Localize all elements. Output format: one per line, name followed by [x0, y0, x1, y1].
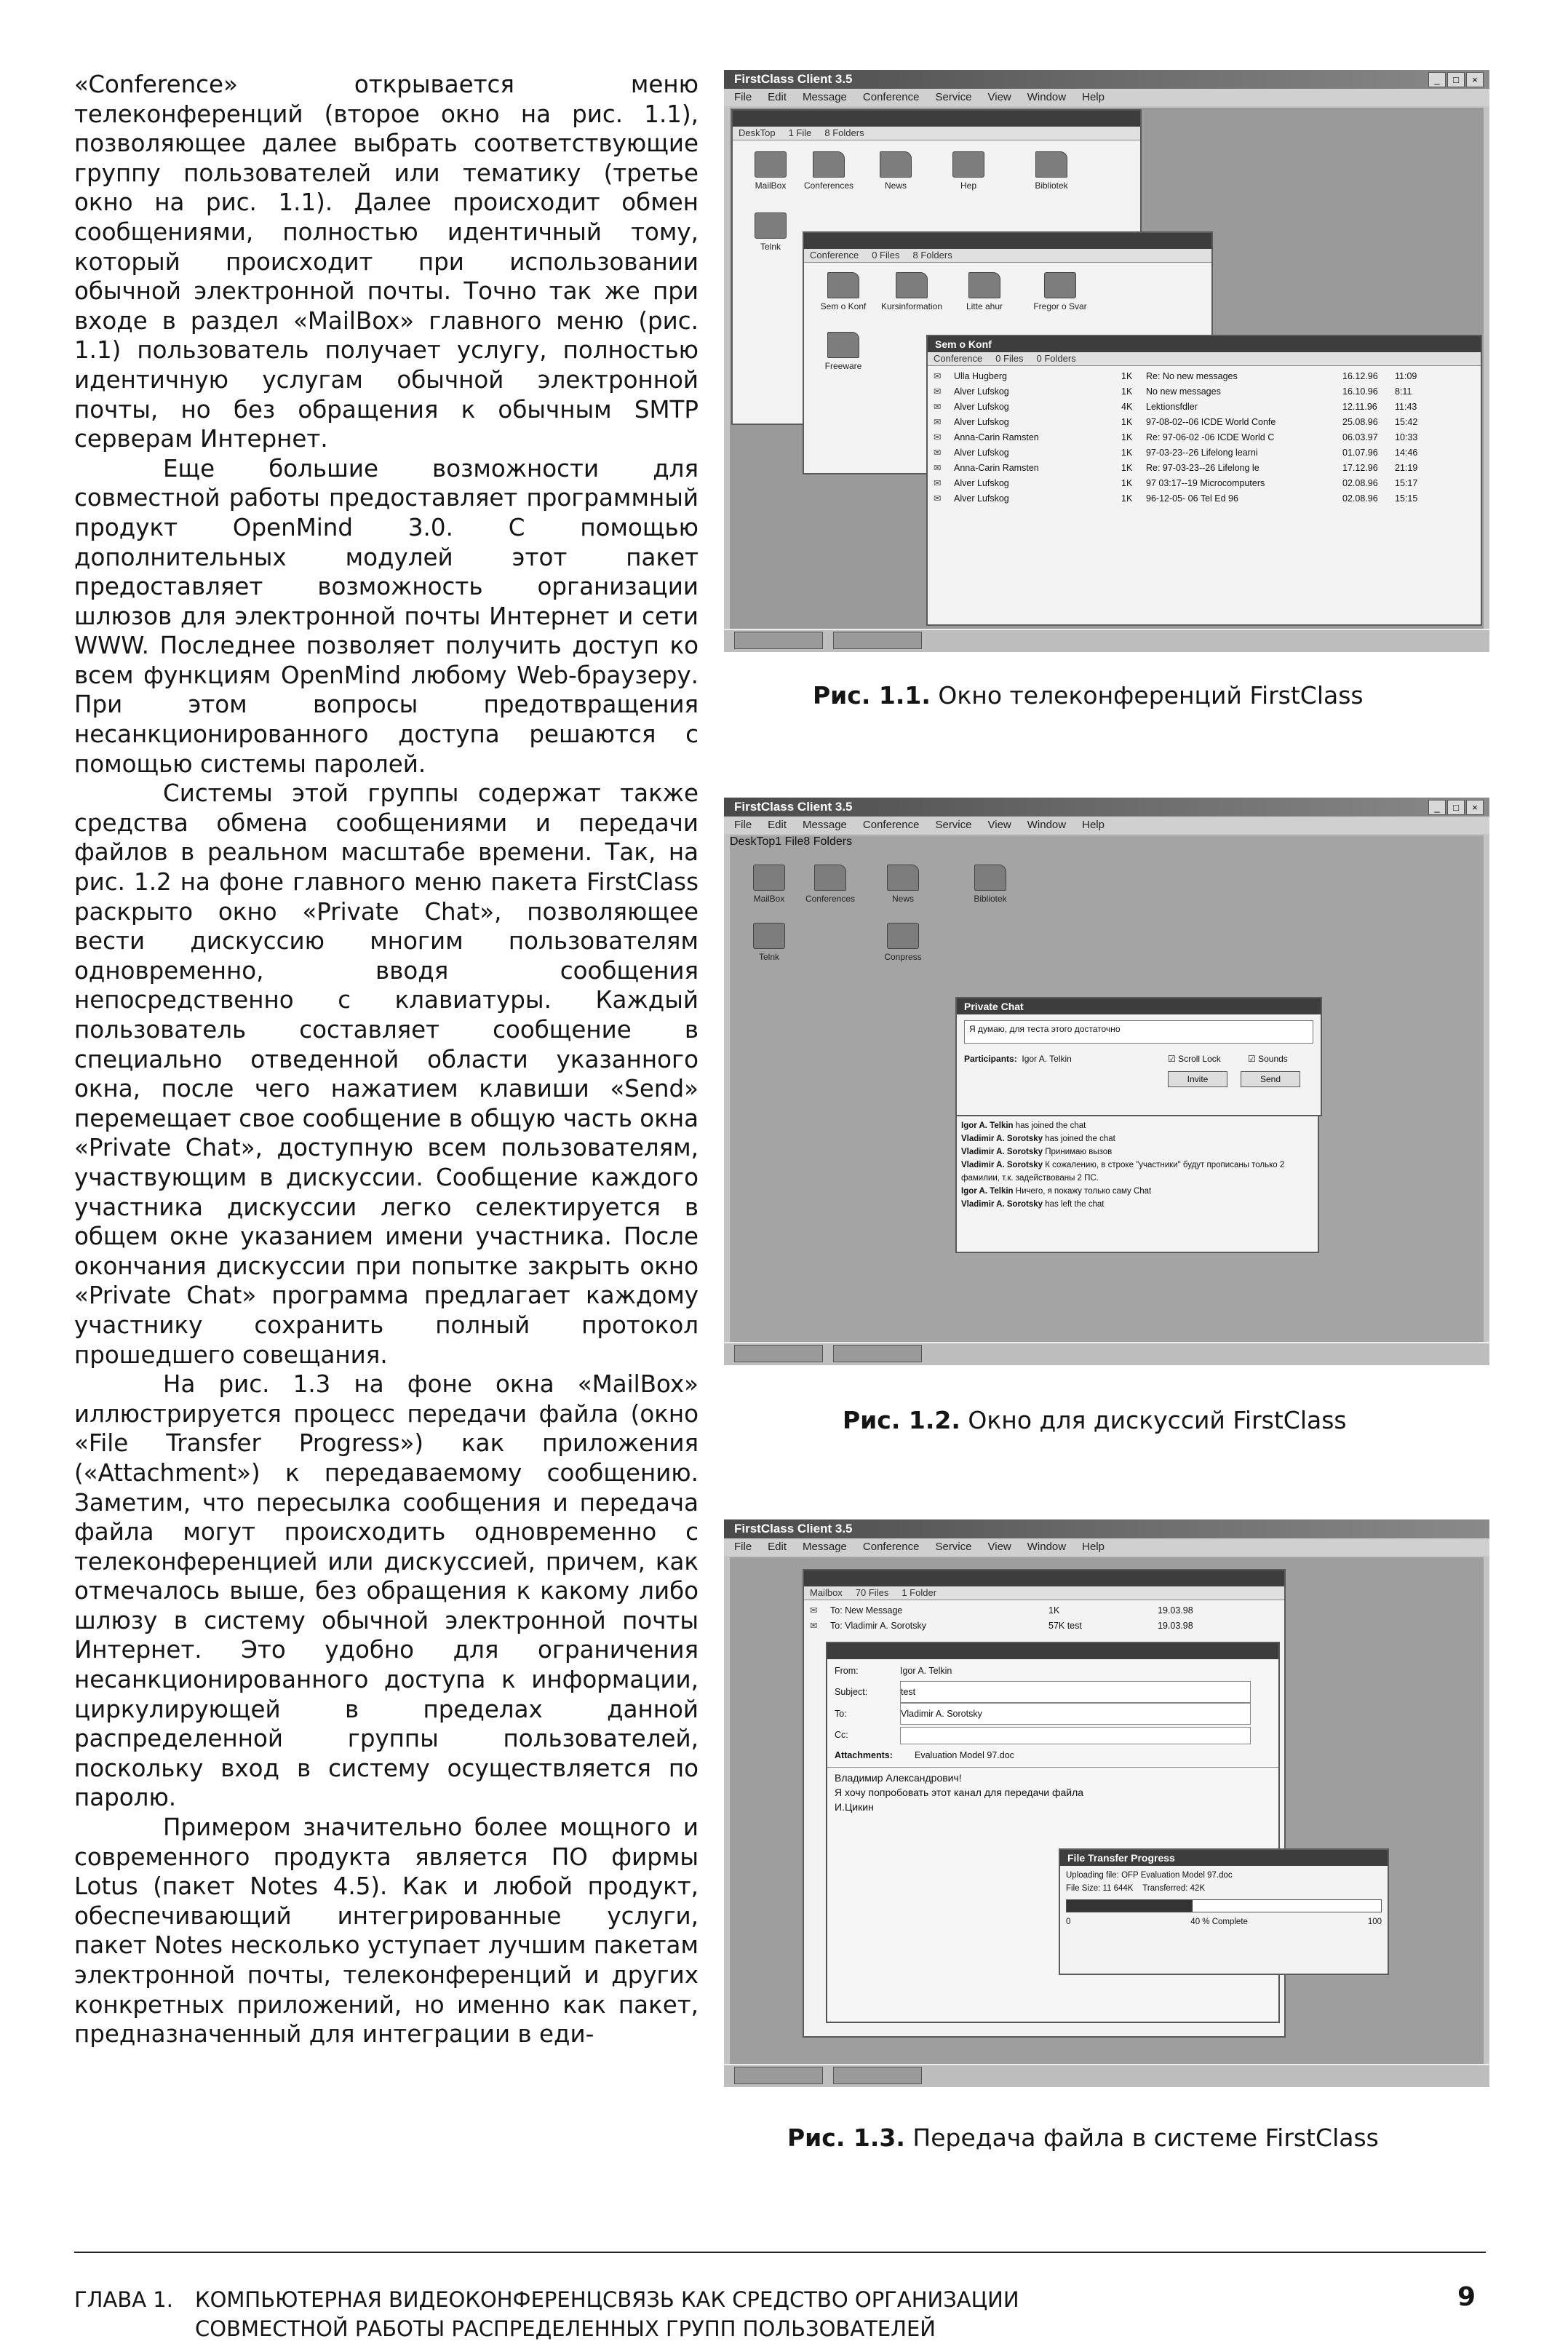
footer-rule	[74, 2252, 1486, 2253]
app-titlebar: FirstClass Client 3.5	[724, 798, 1489, 817]
table-row: ✉ Anna-Carin Ramsten 1K Re: 97-06-02 -06 ICDE World C 06.03.97 10:33	[934, 432, 1418, 442]
mailbox-icon: MailBox	[734, 865, 804, 904]
progress-fill	[1067, 1900, 1193, 1912]
to-field: To: Vladimir A. Sorotsky	[835, 1703, 1271, 1725]
menu-item: Help	[1082, 91, 1105, 103]
menu-item: Window	[1027, 91, 1067, 103]
workspace	[730, 108, 1484, 630]
bibliotek-icon: Bibliotek	[1016, 151, 1086, 191]
taskbar-button	[833, 2067, 922, 2084]
menu-item: Conference	[862, 91, 920, 103]
window-title: File Transfer Progress	[1060, 1850, 1388, 1866]
maximize-icon: □	[1447, 72, 1465, 87]
window-info-bar: Conference 0 Files 0 Folders	[928, 352, 1481, 366]
close-icon: ×	[1466, 72, 1484, 87]
menu-bar: File Edit Message Conference Service View Window Help	[724, 1538, 1489, 1556]
window-title	[804, 1570, 1284, 1586]
taskbar-button	[734, 1345, 823, 1362]
conference-folder-icon: Kursinformation	[877, 272, 947, 311]
table-row: ✉ To: New Message 1K 19.03.98	[810, 1605, 1193, 1616]
taskbar-button	[833, 1345, 922, 1362]
mail-list	[804, 1600, 1284, 1637]
chat-input: Я думаю, для теста этого достаточно	[964, 1020, 1313, 1044]
table-row: ✉ Alver Lufskog 1K 97-03-23--26 Lifelong learni 01.07.96 14:46	[934, 448, 1418, 458]
workspace	[730, 1557, 1484, 2065]
taskbar-button	[734, 2067, 823, 2084]
caption-text: Окно телеконференций FirstClass	[938, 681, 1364, 710]
window-title: Private Chat	[957, 998, 1321, 1014]
conferences-icon: Conferences	[795, 865, 865, 904]
table-row: ✉ Alver Lufskog 1K 96-12-05- 06 Tel Ed 96 02.08.96 15:15	[934, 493, 1418, 504]
window-title	[827, 1643, 1278, 1659]
mailbox-icon: MailBox	[736, 151, 805, 191]
window-info-bar: Mailbox 70 Files 1 Folder	[804, 1586, 1284, 1600]
app-titlebar: FirstClass Client 3.5	[724, 1519, 1489, 1538]
figure-1-3-screenshot	[724, 1519, 1489, 2087]
cc-field: Cc:	[835, 1725, 1271, 1745]
paragraph: Еще большие возможности для совместной работы предоставляет программный продукт OpenMind 3.0. С помощью дополнительных модулей этот пакет предоставляет возможность организации шлюзов для электронной почты Интернет и сети WWW. Последнее позволяет получить доступ ко всем функциям OpenMind любому Web-браузеру. При этом вопросы предотвращения несанкционированного доступа решаются с помощью системы паролей.	[74, 454, 699, 778]
conference-folder-icon: Litte ahur	[950, 272, 1019, 311]
table-row: ✉ Alver Lufskog 1K No new messages 16.10.96 8:11	[934, 386, 1412, 397]
close-icon: ×	[1466, 800, 1484, 815]
window-info-bar: DeskTop 1 File 8 Folders	[733, 127, 1140, 140]
footer-title-line: КОМПЬЮТЕРНАЯ ВИДЕОКОНФЕРЕНЦСВЯЗЬ КАК СРЕДСТВО ОРГАНИЗАЦИИ	[195, 2287, 1019, 2312]
message-body: Владимир Александрович! Я хочу попробовать этот канал для передачи файла И.Цикин	[827, 1767, 1278, 1817]
window-title	[804, 233, 1211, 249]
maximize-icon: □	[1447, 800, 1465, 815]
chat-log	[955, 1115, 1319, 1253]
footer-title	[195, 2285, 1019, 2343]
conpress-icon: Conpress	[868, 923, 938, 962]
taskbar	[724, 1342, 1489, 1365]
window-title: Sem o Konf	[928, 336, 1481, 352]
chat-line: Vladimir A. Sorotsky has joined the chat	[961, 1135, 1115, 1143]
conference-folder-icon: Fregor o Svar	[1025, 272, 1095, 311]
file-transfer-window: File Transfer Progress Uploading file: OFP Evaluation Model 97.doc File Size: 11 644K Transferred: 42K 0 40 % Complete 100	[1059, 1848, 1389, 1975]
conference-folder-icon: Sem o Konf	[808, 272, 878, 311]
taskbar-button	[833, 632, 922, 649]
paragraph: Примером значительно более мощного и современного продукта является ПО фирмы Lotus (пакет Notes 4.5). Как и любой продукт, обеспечивающий интегрированные услуги, пакет Notes несколько уступает лучшим пакетам электронной почты, телеконференций и других конкретных приложений, но именно как пакет, предназначенный для интеграции в еди-	[74, 1813, 699, 2049]
window-info-bar: Conference 0 Files 8 Folders	[804, 249, 1211, 263]
minimize-icon: _	[1428, 800, 1446, 815]
caption-label: Рис. 1.3.	[787, 2123, 905, 2152]
caption-label: Рис. 1.2.	[843, 1406, 960, 1434]
bibliotek-icon: Bibliotek	[955, 865, 1025, 904]
menu-bar: File Edit Message Conference Service View Window Help	[724, 817, 1489, 834]
figure-1-1-screenshot	[724, 70, 1489, 652]
table-row: ✉ Ulla Hugberg 1K Re: No new messages 16.12.96 11:09	[934, 371, 1417, 381]
menu-item: Service	[935, 91, 972, 103]
footer-chapter: ГЛАВА 1.	[74, 2287, 173, 2312]
page-number: 9	[1457, 2282, 1476, 2312]
chat-line: Vladimir A. Sorotsky has left the chat	[961, 1200, 1105, 1209]
chat-line: Igor A. Telkin Ничего, я покажу только саму Chat	[961, 1187, 1152, 1196]
figure-1-3-caption	[787, 2123, 1379, 2153]
private-chat-window: Private Chat Я думаю, для теста этого достаточно Participants: Igor A. Telkin ☑ Scroll Lock ☑ Sounds Invite Send	[955, 997, 1322, 1116]
telnet-icon: Telnk	[736, 212, 805, 252]
window-title	[733, 111, 1140, 127]
body-text-column	[74, 70, 699, 2049]
chat-line: Vladimir A. Sorotsky Принимаю вызов	[961, 1148, 1113, 1156]
message-list-window	[926, 335, 1482, 626]
window-info-bar: DeskTop1 File8 Folders	[730, 835, 853, 848]
figure-1-2-screenshot	[724, 798, 1489, 1365]
subject-field: Subject: test	[835, 1681, 1271, 1703]
app-titlebar: FirstClass Client 3.5	[724, 70, 1489, 89]
menu-item: View	[987, 91, 1011, 103]
footer-title-line: СОВМЕСТНОЙ РАБОТЫ РАСПРЕДЕЛЕННЫХ ГРУПП ПОЛЬЗОВАТЕЛЕЙ	[195, 2316, 936, 2341]
sounds-checkbox: ☑ Sounds	[1248, 1054, 1288, 1064]
attachments-field: Attachments: Evaluation Model 97.doc	[835, 1750, 1014, 1760]
message-list	[928, 366, 1481, 509]
menu-item: Message	[803, 91, 847, 103]
table-row: ✉ Alver Lufskog 4K Lektionsfdler 12.11.96 11:43	[934, 402, 1417, 412]
figure-1-2-caption	[843, 1406, 1347, 1435]
paragraph: «Conference» открывается меню телеконференций (второе окно на рис. 1.1), позволяющее далее выбрать соответствующие группу пользователей или тематику (третье окно на рис. 1.1). Далее происходит обмен сообщениями, полностью идентичный тому, который происходит при использовании обычной электронной почты. Точно так же при входе в раздел «MailBox» главного меню (рис. 1.1) пользователь получает услугу, полностью идентичную услугам обычной электронной почты, но без обращения к обычным SMTP серверам Интернет.	[74, 71, 699, 453]
menu-item: Edit	[768, 91, 787, 103]
telnet-icon: Telnk	[734, 923, 804, 962]
invite-button: Invite	[1168, 1071, 1227, 1087]
paragraph: На рис. 1.3 на фоне окна «MailBox» иллюстрируется процесс передачи файла (окно «File Transfer Progress») как приложения («Attachment») к передаваемому сообщению. Заметим, что пересылка сообщения и передача файла могут происходить одновременно с телеконференцией или дискуссией, причем, как отмечалось выше, без обращения к какому либо шлюзу в систему обычной электронной почты Интернет. Это удобно для ограничения несанкционированного доступа к информации, циркулирующей в пределах данной распределенной группы пользователей, поскольку вход в систему осуществляется по паролю.	[74, 1370, 699, 1812]
from-field: From: Igor A. Telkin	[835, 1666, 952, 1676]
caption-label: Рис. 1.1.	[813, 681, 931, 710]
table-row: ✉ Anna-Carin Ramsten 1K Re: 97-03-23--26 Lifelong le 17.12.96 21:19	[934, 463, 1418, 473]
menu-bar	[724, 89, 1489, 106]
conferences-icon: Conferences	[794, 151, 864, 191]
workspace	[730, 835, 1484, 1343]
taskbar-button	[734, 632, 823, 649]
help-icon: Hep	[934, 151, 1003, 191]
chat-line: Igor A. Telkin has joined the chat	[961, 1121, 1086, 1130]
news-icon: News	[861, 151, 931, 191]
progress-bar	[1066, 1899, 1382, 1912]
menu-item: File	[734, 91, 752, 103]
send-button: Send	[1241, 1071, 1300, 1087]
table-row: ✉ Alver Lufskog 1K 97 03:17--19 Microcomputers 02.08.96 15:17	[934, 478, 1418, 488]
table-row: ✉ Alver Lufskog 1K 97-08-02--06 ICDE World Confe 25.08.96 15:42	[934, 417, 1418, 427]
minimize-icon: _	[1428, 72, 1446, 87]
caption-text: Передача файла в системе FirstClass	[912, 2123, 1379, 2152]
taskbar	[724, 2064, 1489, 2087]
news-icon: News	[868, 865, 938, 904]
chat-line: Vladimir A. Sorotsky К сожалению, в строке "участники" будут прописаны только 2 фамилии, т.к. задействованы 2 ПС.	[961, 1161, 1285, 1183]
taskbar	[724, 629, 1489, 652]
conference-folder-icon: Freeware	[808, 332, 878, 371]
paragraph: Системы этой группы содержат также средства обмена сообщениями и передачи файлов в реальном масштабе времени. Так, на рис. 1.2 на фоне главного меню пакета FirstClass раскрыто окно «Private Chat», позволяющее вести дискуссию многим пользователям одновременно, вводя сообщения непосредственно с клавиатуры. Каждый пользователь составляет сообщение в специально отведенной области указанного окна, после чего нажатием клавиши «Send» перемещает свое сообщение в общую часть окна «Private Chat», доступную всем пользователям, участвующим в дискуссии. Сообщение каждого участника дискуссии легко селектируется в общем окне указанием имени участника. После окончания дискуссии при попытке закрыть окно «Private Chat» программа предлагает каждому участнику сохранить полный протокол прошедшего совещания.	[74, 779, 699, 1369]
scroll-lock-checkbox: ☑ Scroll Lock	[1168, 1054, 1221, 1064]
figure-1-1-caption	[813, 681, 1364, 710]
table-row: ✉ To: Vladimir A. Sorotsky 57K test 19.03.98	[810, 1621, 1193, 1631]
caption-text: Окно для дискуссий FirstClass	[968, 1406, 1347, 1434]
